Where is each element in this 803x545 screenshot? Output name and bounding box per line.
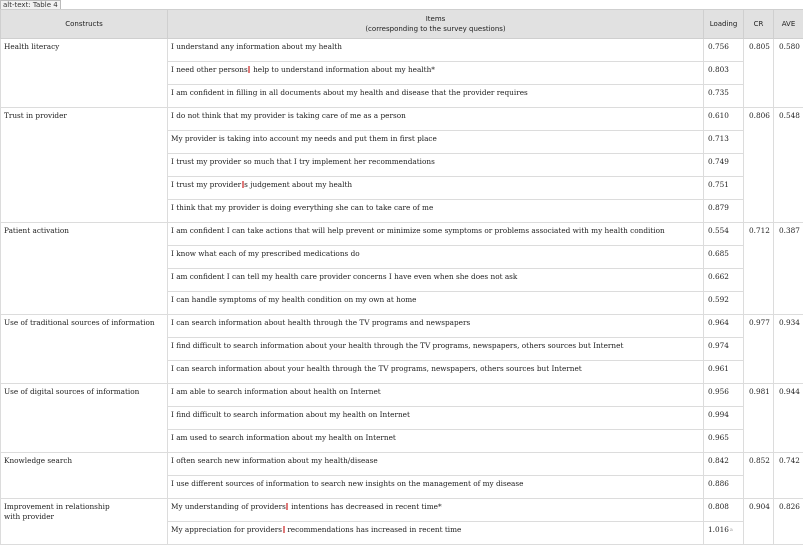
item-cell: I find difficult to search information about your health through the TV programs, newspapers, others sources but Internet	[168, 338, 704, 361]
loading-cell: 0.965	[704, 430, 744, 453]
header-cr: CR	[744, 10, 774, 39]
table-row	[1, 453, 803, 476]
item-text-part: My understanding of providers	[171, 502, 286, 511]
cr-cell: 0.981	[744, 384, 774, 453]
construct-cell: Use of digital sources of information	[1, 384, 168, 453]
construct-cell: Patient activation	[1, 223, 168, 315]
item-cell: I use different sources of information to search new insights on the management of my disease	[168, 476, 704, 499]
construct-cell: Use of traditional sources of information	[1, 315, 168, 384]
loading-cell: 0.592	[704, 292, 744, 315]
alt-text-tag: alt-text: Table 4	[0, 0, 61, 11]
loading-cell: 0.735	[704, 85, 744, 108]
item-text-part: I trust my provider	[171, 180, 241, 189]
construct-cell: Health literacy	[1, 39, 168, 108]
loading-cell: 0.964	[704, 315, 744, 338]
table-row	[1, 384, 803, 407]
loading-cell	[704, 522, 744, 545]
header-items-subtitle: (corresponding to the survey questions)	[170, 24, 701, 34]
table-row	[1, 39, 803, 62]
loading-cell: 0.756	[704, 39, 744, 62]
item-cell: I can search information about your health through the TV programs, newspapers, others sources but Internet	[168, 361, 704, 384]
item-cell: I am used to search information about my health on Internet	[168, 430, 704, 453]
cr-cell: 0.977	[744, 315, 774, 384]
item-cell	[168, 522, 704, 545]
header-loading: Loading	[704, 10, 744, 39]
item-cell: I am confident in filling in all documents about my health and disease that the provider requires	[168, 85, 704, 108]
item-text-part: intentions has decreased in recent time*	[289, 502, 442, 511]
header-ave: AVE	[774, 10, 803, 39]
construct-cell: Trust in provider	[1, 108, 168, 223]
loading-cell: 0.974	[704, 338, 744, 361]
item-cell: I understand any information about my health	[168, 39, 704, 62]
item-cell: I think that my provider is doing everything she can to take care of me	[168, 200, 704, 223]
loading-cell: 0.961	[704, 361, 744, 384]
item-text-part: recommendations has increased in recent time	[285, 525, 461, 534]
table-row	[1, 223, 803, 246]
item-text-part: s judgement about my health	[244, 180, 352, 189]
item-cell: I am confident I can take actions that will help prevent or minimize some symptoms or problems associated with my health condition	[168, 223, 704, 246]
ave-cell: 0.548	[774, 108, 803, 223]
cr-cell: 0.904	[744, 499, 774, 545]
loading-cell: 0.956	[704, 384, 744, 407]
item-cell	[168, 62, 704, 85]
loading-cell: 0.886	[704, 476, 744, 499]
loading-cell: 0.751	[704, 177, 744, 200]
construct-cell: Knowledge search	[1, 453, 168, 499]
item-cell: I trust my provider so much that I try implement her recommendations	[168, 154, 704, 177]
ave-cell: 0.934	[774, 315, 803, 384]
cr-cell: 0.712	[744, 223, 774, 315]
loading-cell: 0.994	[704, 407, 744, 430]
loading-cell: 0.713	[704, 131, 744, 154]
item-cell: I do not think that my provider is taking care of me as a person	[168, 108, 704, 131]
construct-line: with provider	[4, 512, 164, 522]
loading-cell: 0.749	[704, 154, 744, 177]
table-row	[1, 315, 803, 338]
item-cell: I can handle symptoms of my health condition on my own at home	[168, 292, 704, 315]
construct-cell	[1, 499, 168, 545]
ave-cell: 0.826	[774, 499, 803, 545]
loading-cell: 0.808	[704, 499, 744, 522]
item-cell: I am confident I can tell my health care provider concerns I have even when she does not ask	[168, 269, 704, 292]
loading-value: 1.016	[708, 525, 729, 534]
item-cell: I know what each of my prescribed medications do	[168, 246, 704, 269]
loading-cell: 0.662	[704, 269, 744, 292]
loading-cell: 0.842	[704, 453, 744, 476]
item-cell: I can search information about health through the TV programs and newspapers	[168, 315, 704, 338]
header-items-title: Items	[170, 14, 701, 24]
item-cell: I find difficult to search information about my health on Internet	[168, 407, 704, 430]
cr-cell: 0.852	[744, 453, 774, 499]
footnote-mark: a	[730, 527, 733, 533]
ave-cell: 0.742	[774, 453, 803, 499]
table-row	[1, 108, 803, 131]
cr-cell: 0.805	[744, 39, 774, 108]
ave-cell: 0.387	[774, 223, 803, 315]
item-text-part: help to understand information about my health*	[251, 65, 435, 74]
table-row	[1, 499, 803, 522]
item-cell: I often search new information about my health/disease	[168, 453, 704, 476]
ave-cell: 0.944	[774, 384, 803, 453]
cr-cell: 0.806	[744, 108, 774, 223]
item-cell	[168, 177, 704, 200]
item-cell: My provider is taking into account my needs and put them in first place	[168, 131, 704, 154]
item-cell	[168, 499, 704, 522]
header-items	[168, 10, 704, 39]
loading-cell: 0.610	[704, 108, 744, 131]
header-row	[1, 10, 803, 39]
ave-cell: 0.580	[774, 39, 803, 108]
item-text-part: My appreciation for providers	[171, 525, 282, 534]
header-constructs: Constructs	[1, 10, 168, 39]
loading-cell: 0.803	[704, 62, 744, 85]
loading-cell: 0.685	[704, 246, 744, 269]
loading-cell: 0.554	[704, 223, 744, 246]
item-cell: I am able to search information about health on Internet	[168, 384, 704, 407]
item-text-part: I need other persons	[171, 65, 248, 74]
loading-cell: 0.879	[704, 200, 744, 223]
construct-line: Improvement in relationship	[4, 502, 164, 512]
loadings-table	[0, 9, 803, 545]
